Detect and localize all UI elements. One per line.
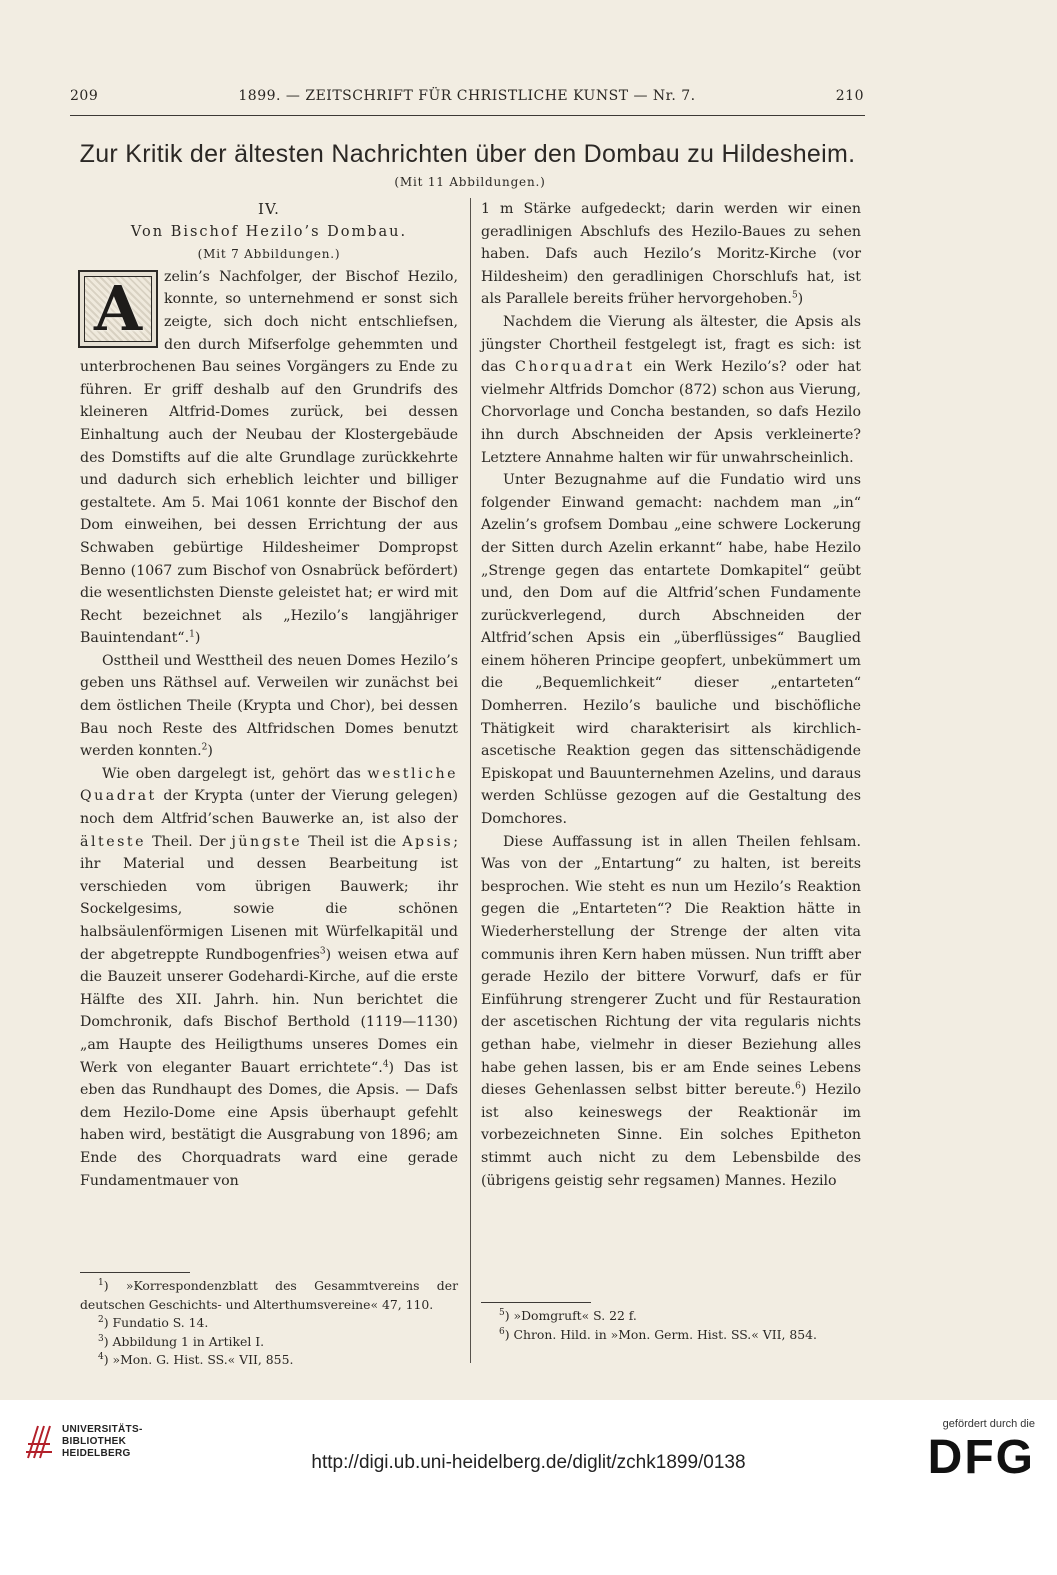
emphasis-text: Apsis — [402, 833, 454, 850]
paragraph-text: der Krypta (unter der Vierung gelegen) noch dem Altfrid’schen Bauwerke an, ist also der — [80, 788, 458, 828]
footnote — [80, 1314, 458, 1333]
paragraph — [80, 650, 458, 763]
library-line: HEIDELBERG — [62, 1448, 131, 1459]
page-number-left: 209 — [70, 88, 99, 104]
header-rule — [70, 115, 865, 116]
paragraph — [481, 198, 861, 311]
article-title: Zur Kritik der ältesten Nachrichten über den Dombau zu Hildesheim. — [79, 140, 856, 168]
paragraph — [80, 266, 458, 650]
paragraph-text: ) — [797, 291, 804, 308]
paragraph-text: Wie oben dargelegt ist, gehört das — [102, 765, 368, 782]
library-line: BIBLIOTHEK — [62, 1436, 127, 1447]
footnote-rule — [481, 1302, 591, 1303]
right-column — [481, 198, 861, 1192]
footnote-text: ) »Mon. G. Hist. SS.« VII, 855. — [103, 1352, 294, 1367]
footnote-ref: 4 — [382, 1058, 389, 1069]
viewer-footer — [0, 1400, 1057, 1575]
footnote — [80, 1277, 458, 1314]
library-line: UNIVERSITÄTS- — [62, 1424, 143, 1435]
footnote-text: ) Chron. Hild. in »Mon. Germ. Hist. SS.« VII, 854. — [504, 1326, 817, 1342]
running-head — [70, 88, 864, 114]
footnote-ref: 2 — [201, 742, 208, 753]
emphasis-text: westliche Quadrat — [80, 765, 458, 805]
paragraph-text: ) Das ist eben das Rundhaupt des Domes, die Apsis. — Dafs dem Hezilo-Dome eine Apsis überhaupt gefehlt haben wird, bestätigt die Ausgrabung von 1896; am Ende des Chorquadrats ward eine gerade Fundamentmauer von — [80, 1059, 458, 1189]
paragraph — [481, 831, 861, 1193]
footnote-mark: 1 — [98, 1277, 104, 1288]
footnote-text: ) Fundatio S. 14. — [103, 1315, 209, 1330]
dropcap-initial — [78, 270, 158, 348]
footnote-rule — [80, 1272, 190, 1273]
article-subtitle: (Mit 11 Abbildungen.) — [394, 175, 546, 189]
paragraph: Unter Bezugnahme auf die Fundatio wird uns folgender Einwand gemacht: nachdem man „in“ Azelin’s grofsem Dombau „eine schwere Lockerung der Sitten durch Azelin erkannt“ habe, habe Hezilo „Strenge gegen das entartete Domkapitel“ geübt und, den Dom auf die Altfrid’schen Fundamente zurückverlegend, durch Abschneiden der Altfrid’schen Apsis ein „überflüssiges“ Bauglied einem höheren Principe geopfert, unbekümmert um die „Bequemlichkeit“ dieser „entarteten“ Domherren. Hezilo’s bauliche und bischöfliche Thätigkeit wird charakterisirt als kirchlich-ascetische Reaktion gegen das sittenschädigende Episkopat und Bauunternehmen Azelins, und daraus werden Schlüsse gezogen auf die Gestaltung des Domchores. — [481, 472, 861, 828]
footnote-mark: 2 — [98, 1314, 104, 1325]
section-subtitle: (Mit 7 Abbildungen.) — [197, 247, 341, 262]
dfg-logo: DFG — [927, 1431, 1035, 1484]
paragraph-text: ; ihr Material und dessen Bearbeitung ist verschieden vom übrigen Bauwerk; ihr Sockelgesims, sowie die schönen halbsäulenförmigen Lisenen mit Würfelkapitäl und der abgetreppte Rundbogenfries — [80, 833, 458, 963]
section-number: IV. — [258, 200, 280, 218]
permalink-url[interactable]: http://digi.ub.uni-heidelberg.de/diglit/zchk1899/0138 — [311, 1452, 746, 1473]
footnote — [481, 1326, 861, 1345]
paragraph-text: Theil ist die — [302, 833, 403, 850]
footnote — [481, 1307, 861, 1326]
emphasis-text: jüngste — [231, 833, 303, 850]
section-title: Von Bischof Hezilo’s Dombau. — [130, 223, 408, 240]
emphasis-text: älteste — [80, 833, 146, 850]
footnote — [80, 1351, 458, 1370]
footnote-text: ) Abbildung 1 in Artikel I. — [103, 1333, 265, 1349]
dropcap-letter: A — [93, 271, 143, 345]
paragraph-text: Osttheil und Westtheil des neuen Domes Hezilo’s geben uns Räthsel auf. Verweilen wir zunächst bei dem östlichen Theile (Krypta und Chor), bei dessen Bau noch Reste des Altfridschen Domes benutzt werden konnten. — [80, 652, 458, 760]
footnote-text: ) »Korrespondenzblatt des Gesammtvereins der deutschen Geschichts- und Alterthumsvereine« 47, 110. — [80, 1278, 458, 1312]
sponsor-label: gefördert durch die — [942, 1418, 1035, 1430]
footnote-ref: 6 — [795, 1081, 801, 1092]
footnote-text: ) »Domgruft« S. 22 f. — [504, 1308, 637, 1323]
footnote-ref: 3 — [319, 945, 326, 956]
paragraph-text: zelin’s Nachfolger, der Bischof Hezilo, konnte, so unternehmend er sonst sich zeigte, sich doch nicht entschliefsen, den durch Mifserfolge gehemmten und unterbrochenen Bau seines Vorgängers zu Ende zu führen. Er griff deshalb auf den Grundrifs des kleineren Altfrid-Domes zurück, bei dessen Einhaltung auch der Neubau der Klostergebäude des Domstifts auf die alte Grundlage zurückkehrte und dadurch sich erheblich leichter und billiger gestaltete. Am 5. Mai 1061 konnte der Bischof den Dom einweihen, bei dessen Errichtung der aus Schwaben gebürtige Hildesheimer Dompropst Benno (1067 zum Bischof von Osnabrück befördert) die wesentlichsten Dienste geleistet hat; er wird mit Recht bezeichnet als „Hezilo’s langjähriger Bauintendant“. — [80, 268, 458, 647]
paragraph-text: ein Werk Hezilo’s? oder hat vielmehr Altfrids Domchor (872) schon aus Vierung, Chorvorlage und Concha bestanden, so dafs Hezilo ihn durch Abschneiden der Apsis verkleinerte? Letztere Annahme halten wir für unwahrscheinlich. — [481, 359, 861, 466]
paragraph-text: ) — [207, 743, 213, 760]
footnote-ref: 5 — [791, 290, 798, 301]
paragraph-text: Diese Auffassung ist in allen Theilen fehlsam. Was von der „Entartung“ zu halten, ist bereits besprochen. Wie steht es nun um Hezilo’s Reaktion gegen die „Entarteten“? Die Reaktion hätte in Wiederherstellung der Strenge der alten vita communis ihren Kern haben müssen. Nun trifft aber gerade Hezilo der bittere Vorwurf, dafs er für Einführung strengerer Zucht und für Restauration der ascetischen Richtung der vita regularis nichts gethan habe, vielmehr in dieser Beziehung alles habe gehen lassen, bis er am Ende seines Lebens dieses Gehenlassen selbst bitter bereute. — [481, 833, 861, 1099]
paragraph-text: Nachdem die Vierung als ältester, die Apsis als jüngster Chortheil festgelegt ist, fragt es sich: ist das — [481, 313, 861, 376]
footnotes-left — [80, 1272, 458, 1370]
paragraph-text: ) Hezilo ist also keineswegs der Reaktionär im vorbezeichneten Sinne. Ein solches Epitheton stimmt auch nicht zu dem Lebensbilde des (übrigens geistig sehr regsamen) Mannes. Hezilo — [481, 1082, 862, 1189]
footnotes-right — [481, 1302, 861, 1344]
footnote-mark: 4 — [98, 1351, 104, 1362]
paragraph-text: ) — [194, 630, 201, 647]
paragraph — [80, 763, 458, 1192]
column-rule — [470, 198, 471, 1363]
paragraph-text: 1 m Stärke aufgedeckt; darin werden wir einen geradlinigen Abschlufs des Hezilo-Baues zu sehen haben. Dafs auch Hezilo’s Moritz-Kirche (vor Hildesheim) den geradlinigen Chorschlufs hat, ist als Parallele bereits früher hervorgehoben. — [481, 201, 861, 308]
footnote — [80, 1333, 458, 1352]
left-column — [80, 198, 458, 1192]
page-number-right: 210 — [835, 88, 864, 104]
paragraph-text: Theil. Der — [145, 833, 232, 850]
footnote-mark: 3 — [98, 1333, 104, 1344]
paragraph-text: ) weisen etwa auf die Bauzeit unserer Godehardi-Kirche, auf die erste Hälfte des XII. Jahrh. hin. Nun berichtet die Domchronik, dafs Bischof Berthold (1119—1130) „am Haupte des Heiligthums unseres Domes ein Werk von eleganter Bauart errichtete“. — [80, 946, 458, 1076]
emphasis-text: Chorquadrat — [515, 359, 635, 376]
footnote-mark: 6 — [499, 1326, 505, 1337]
footnote-ref: 1 — [189, 629, 195, 640]
footnote-mark: 5 — [499, 1307, 505, 1318]
journal-header: 1899. — ZEITSCHRIFT FÜR CHRISTLICHE KUNST — Nr. 7. — [238, 88, 696, 104]
paragraph — [481, 311, 861, 469]
